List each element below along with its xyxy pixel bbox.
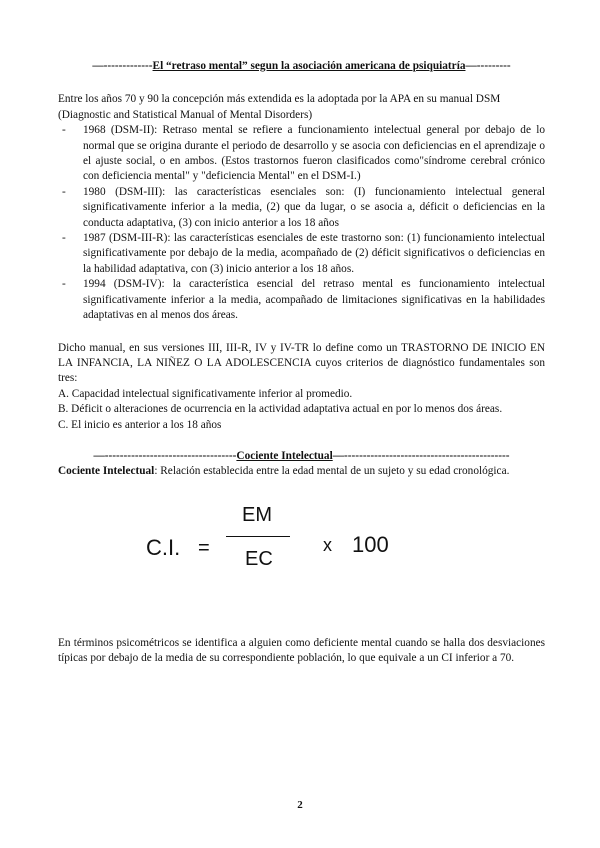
criterion-b: B. Déficit o alteraciones de ocurrencia en la actividad adaptativa actual en por lo menos dos áreas. [58,403,503,416]
section-heading-cociente-intelectual [58,449,545,464]
dsm-history-list [58,123,545,323]
history-item-text: 1987 (DSM-III-R): las características esenciales de este trastorno son: (1) funcionamiento intelectual significativamente por debajo de la media, acompañado de (2) déficit significativos o deficiencias en la habilidad adaptativa, con (3) inicio anterior a los 18 años. [83,232,545,275]
criterion-a: A. Capacidad intelectual significativamente inferior al promedio. [58,387,353,400]
formula-times: x [323,535,332,555]
formula-numerator: EM [242,504,272,526]
history-item-text: 1980 (DSM-III): las características esenciales son: (I) funcionamiento intelectual general significativamente inferior a la media, (2) que da lugar, o se asocia a, déficit o deficiencias en la conducta adaptativa, (3) con inicio anterior a los 18 años [83,185,545,229]
bullet-dash: - [62,232,66,245]
closing-paragraph: En términos psicométricos se identifica a alguien como deficiente mental cuando se halla dos desviaciones típicas por debajo de la media de su correspondiente población, lo que equivale a un CI inferior a 70. [58,637,545,665]
formula-equals: = [198,537,210,559]
spacer [58,324,545,341]
heading-suffix-dashes: —-------------------------------------------- [332,449,510,462]
bullet-dash: - [62,278,66,291]
definition-paragraph [58,464,545,479]
list-item [58,185,545,231]
intro-paragraph: Entre los años 70 y 90 la concepción más extendida es la adoptada por la APA en su manual DSM (Diagnostic and Statistical Manual of Mental Disorders) [58,93,501,121]
heading-title: Cociente Intelectual [236,449,333,462]
criterion-c: C. El inicio es anterior a los 18 años [58,418,222,431]
spacer [58,74,545,92]
bullet-dash: - [62,124,66,137]
formula-denominator: EC [245,548,273,570]
definition-term: Cociente Intelectual [58,465,155,478]
list-item [58,277,545,323]
bullet-dash: - [62,185,66,198]
history-item-text: 1968 (DSM-II): Retraso mental se refiere a funcionamiento intelectual general por debajo de lo normal que se origina durante el periodo de desarrollo y se asocia con deficiencias en el aprendizaje o el ajuste social, o en ambos. (Estos trastornos fueron clasificados como"síndrome cerebral crónico con deficiencia mental" y "deficiencia Mental" en el DSM-I.) [83,124,545,183]
iq-formula [146,492,406,604]
heading-title: El “retraso mental” segun la asociación americana de psiquiatría [152,60,466,72]
history-item-text: 1994 (DSM-IV): la característica esencial del retraso mental es funcionamiento intelectual significativamente inferior a la media, acompañado de limitaciones significativas en la habilidades adaptativas en al menos dos áreas. [83,278,545,322]
list-item [58,231,545,277]
list-item [58,123,545,185]
definition-text: : Relación establecida entre la edad mental de un sujeto y su edad cronológica. [154,465,510,478]
formula-factor: 100 [352,532,389,557]
section-heading-retraso-mental [58,59,545,74]
heading-prefix-dashes: —------------- [92,60,153,72]
spacer [58,433,545,449]
manual-paragraph: Dicho manual, en sus versiones III, III-R, IV y IV-TR lo define como un TRASTORNO DE INICIO EN LA INFANCIA, LA NIÑEZ O LA ADOLESCENCIA cuyos criterios de diagnóstico fundamentales son tres: [58,341,545,385]
document-body [58,59,545,480]
heading-prefix-dashes: —----------------------------------- [93,449,237,462]
formula-lhs: C.I. [146,535,181,560]
heading-suffix-dashes: —--------- [465,60,511,72]
fraction-bar [226,536,290,537]
page-number: 2 [297,799,303,811]
